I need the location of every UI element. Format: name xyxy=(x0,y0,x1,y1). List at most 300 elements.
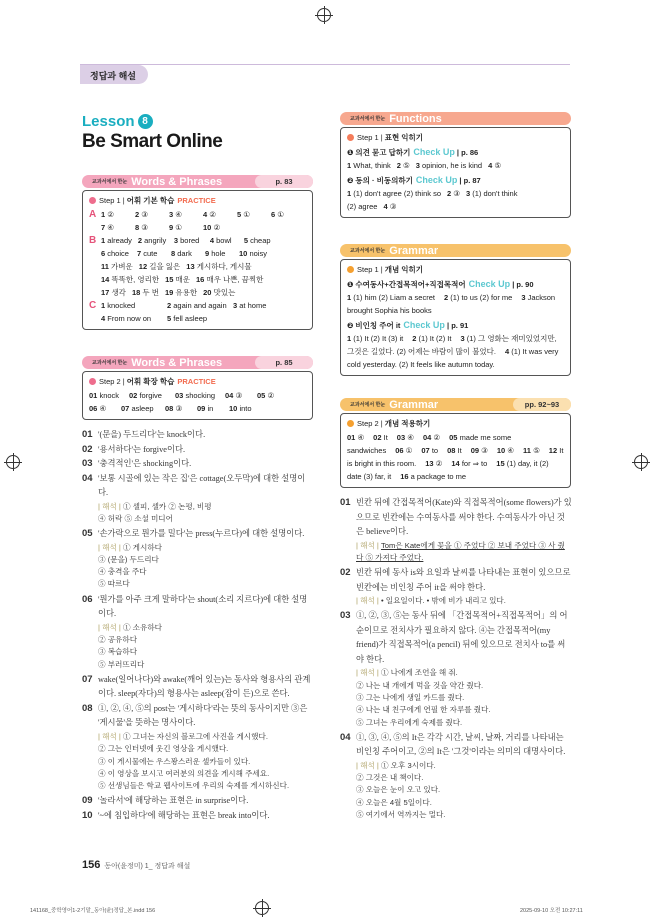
answer-number: 05 xyxy=(257,391,266,400)
answer-number: 08 xyxy=(447,446,456,455)
answer-item xyxy=(101,208,129,221)
answer-item xyxy=(167,312,227,325)
answer-value: (1) to us (2) for me xyxy=(450,293,513,302)
answer-value: 똑똑한, 영리한 xyxy=(111,275,160,284)
answer-item xyxy=(186,260,251,273)
explanation-row xyxy=(82,702,314,731)
answer-item xyxy=(347,159,391,172)
answer-value: knocked xyxy=(107,301,136,310)
answer-number: 17 xyxy=(101,288,110,297)
section-letter xyxy=(89,312,101,325)
right-explanations xyxy=(340,496,572,823)
answer-value: 두 번 xyxy=(142,288,159,297)
translation-text: ② 그는 인터넷에 웃긴 영상을 게시했다. xyxy=(98,744,229,754)
item-number: 10 xyxy=(82,809,93,821)
answer-value: ② xyxy=(435,459,443,468)
answer-item xyxy=(347,187,441,200)
step-number: Step 1 xyxy=(99,196,121,205)
practice-label: PRACTICE xyxy=(177,377,216,386)
explanation-item xyxy=(82,527,314,591)
answer-item xyxy=(203,286,235,299)
answer-item xyxy=(412,334,451,343)
answer-row xyxy=(89,286,306,299)
explanation-item xyxy=(82,428,314,443)
answer-item xyxy=(271,208,295,221)
translation-note xyxy=(82,513,314,525)
explanation-row xyxy=(340,609,572,667)
translation-text: ⑤ 따르다 xyxy=(98,579,130,589)
answer-value: ⑤ xyxy=(533,446,540,455)
answer-number: 13 xyxy=(425,459,434,468)
answer-number: 3 xyxy=(460,334,465,343)
answer-item xyxy=(203,221,231,234)
explanation-row xyxy=(82,457,314,472)
explanation-row xyxy=(340,496,572,540)
translation-note xyxy=(82,566,314,578)
subsection-name: ❷ 동의 · 비동의하기 xyxy=(347,176,413,185)
section-letter xyxy=(89,221,101,234)
answer-value: It xyxy=(383,433,388,442)
step-title: 표현 익히기 xyxy=(384,133,424,142)
answer-item xyxy=(138,234,168,247)
answer-number: 2 xyxy=(443,293,449,302)
explanation-text: '충격적인'은 shocking이다. xyxy=(98,459,192,468)
answer-value: ③ xyxy=(141,210,148,219)
translation-note xyxy=(340,760,572,772)
answer-value: ③ xyxy=(175,404,183,413)
answer-number: 03 xyxy=(175,391,184,400)
answer-item xyxy=(347,200,377,213)
answer-number: 11 xyxy=(523,446,531,455)
answer-value: ③ xyxy=(141,223,148,232)
header-title: Words & Phrases xyxy=(131,175,223,188)
answer-value: ① xyxy=(405,446,413,455)
answer-value: 유용한 xyxy=(175,288,198,297)
answer-number: 4 xyxy=(203,210,208,219)
answer-value: (1) don't agree (2) think so xyxy=(353,189,441,198)
item-number: 01 xyxy=(340,497,351,508)
translation-note xyxy=(82,659,314,671)
explanation-text: 빈칸 뒤에 동사 is와 요일과 날씨를 나타내는 표현이 있으므로 빈칸에는 비인칭 주어 it을 써야 한다. xyxy=(356,568,571,592)
answer-number: 3 xyxy=(169,210,174,219)
answers xyxy=(347,332,564,371)
translation-note xyxy=(340,772,572,784)
answer-number: 12 xyxy=(548,446,558,455)
explanation-row xyxy=(340,731,572,760)
translation-text: ④ 충격을 주다 xyxy=(98,567,147,577)
explanation-text: '용서하다'는 forgive이다. xyxy=(98,444,186,454)
answer-item xyxy=(171,247,199,260)
answer-item xyxy=(169,208,197,221)
answer-value: to xyxy=(431,446,439,455)
check-up-label: Check Up xyxy=(413,147,455,157)
explanation-item xyxy=(340,566,572,607)
section-letter: B xyxy=(89,235,97,246)
translation-label: | 해석 | xyxy=(356,668,379,678)
item-number: 02 xyxy=(82,443,93,455)
answer-value: 게시하다, 게시물 xyxy=(196,262,252,271)
answer-value: ② xyxy=(267,391,275,400)
answer-value: ③ xyxy=(481,446,488,455)
answer-number: 10 xyxy=(203,223,212,232)
answer-number: 02 xyxy=(373,433,382,442)
practice-label: PRACTICE xyxy=(177,196,216,205)
answer-item xyxy=(416,159,482,172)
answer-row xyxy=(89,402,306,415)
answer-item xyxy=(425,459,442,468)
explanation-item xyxy=(82,809,314,824)
answer-value: ④ xyxy=(507,446,515,455)
translation-note xyxy=(340,680,572,692)
page-ref: p. 86 xyxy=(461,148,479,157)
answer-number: 01 xyxy=(347,433,356,442)
answer-value: ④ xyxy=(99,404,107,413)
answer-item xyxy=(203,208,231,221)
answer-item xyxy=(101,221,129,234)
answer-value: ③ xyxy=(389,202,397,211)
answer-number: 09 xyxy=(470,446,480,455)
answer-item xyxy=(169,221,197,234)
answer-item xyxy=(205,247,233,260)
translation-text: ④ 오늘은 4월 5일이다. xyxy=(356,797,432,807)
translation-note xyxy=(82,756,314,768)
answer-item xyxy=(471,446,488,455)
translation-text: ② 공유하다 xyxy=(98,635,138,645)
answer-number: 2 xyxy=(167,301,172,310)
answer-number: 16 xyxy=(196,275,205,284)
section-letter xyxy=(89,273,101,286)
answer-number: 1 xyxy=(101,236,106,245)
subsection-title: ❶ 수여동사+간접목적어+직접목적어 Check Up | p. 90 xyxy=(347,279,534,289)
answer-row xyxy=(89,247,306,260)
answer-value: 가벼운 xyxy=(111,262,133,271)
explanation-item xyxy=(82,443,314,458)
item-number: 03 xyxy=(82,458,93,469)
grammar-header xyxy=(340,244,571,257)
answers xyxy=(347,159,564,172)
answer-row xyxy=(347,200,564,213)
explanation-text: '뭔가를 아주 크게 말하다'는 shout(소리 지르다)에 대한 설명이다. xyxy=(98,594,308,619)
answer-number: 7 xyxy=(101,223,106,232)
translation-text: ① 오후 3시이다. xyxy=(380,760,436,770)
header-mini-label: 교과서에서 한눈 xyxy=(350,248,386,254)
header-title: Words & Phrases xyxy=(131,356,223,369)
answer-value: forgive xyxy=(139,391,162,400)
answer-item xyxy=(175,389,219,402)
header-rule xyxy=(80,64,570,65)
section-letter xyxy=(89,260,101,273)
subsection-name: ❶ 의견 묻고 답하기 xyxy=(347,148,411,157)
item-number: 09 xyxy=(82,795,93,807)
translation-note xyxy=(82,578,314,590)
answer-item xyxy=(397,433,414,442)
step-title: 개념 적용하기 xyxy=(384,419,431,428)
answer-value: Jackson brought Sophia his books xyxy=(347,293,556,315)
answer-value: angrily xyxy=(144,236,167,245)
answer-item xyxy=(121,402,159,415)
answer-item xyxy=(165,273,190,286)
answer-value: ⑤ xyxy=(494,161,502,170)
subsection-title: ❶ 의견 묻고 답하기 Check Up | p. 86 xyxy=(347,147,479,157)
answer-value: 길을 잃은 xyxy=(149,262,181,271)
left-explanations xyxy=(82,428,314,823)
translation-text: ③ (문을) 두드리다 xyxy=(98,554,159,564)
answer-number: 3 xyxy=(173,236,179,245)
answer-number: 4 xyxy=(209,236,215,245)
subsection-name: ❶ 수여동사+간접목적어+직접목적어 xyxy=(347,280,466,289)
answer-row xyxy=(89,312,306,325)
answer-value: made me some sandwiches xyxy=(347,433,512,455)
answer-item xyxy=(395,446,412,455)
answer-number: 06 xyxy=(89,404,98,413)
answer-number: 5 xyxy=(243,236,249,245)
answer-number: 10 xyxy=(239,249,248,258)
answer-number: 12 xyxy=(138,262,148,271)
answer-number: 3 xyxy=(415,161,420,170)
translation-note xyxy=(340,704,572,716)
translation-note xyxy=(340,540,572,565)
answer-item xyxy=(89,402,115,415)
translation-label: | 해석 | xyxy=(98,542,121,552)
header-mini-label: 교과서에서 한눈 xyxy=(92,360,128,366)
page-ref: p. 91 xyxy=(451,321,469,330)
answer-item xyxy=(174,234,204,247)
answer-item xyxy=(447,187,460,200)
lesson-label-text: Lesson xyxy=(82,113,135,130)
answer-number: 8 xyxy=(171,249,176,258)
item-number: 01 xyxy=(82,429,93,440)
answer-value: ② xyxy=(107,210,114,219)
answer-row xyxy=(347,187,564,200)
answer-number: 04 xyxy=(225,391,234,400)
grammar-step2-box xyxy=(340,413,571,488)
answer-value: fell asleep xyxy=(173,314,208,323)
translation-text: ③ 이 게시물에는 우스꽝스러운 셀카들이 있다. xyxy=(98,756,251,766)
answer-item xyxy=(101,260,133,273)
answer-item xyxy=(488,159,501,172)
answer-number: 1 xyxy=(101,210,106,219)
answer-number: 20 xyxy=(203,288,212,297)
answer-item xyxy=(101,273,159,286)
answer-item xyxy=(233,299,273,312)
words-phrases-header xyxy=(82,175,313,188)
answer-number: 08 xyxy=(165,404,174,413)
answer-value: hole xyxy=(211,249,226,258)
step-number: Step 1 xyxy=(357,265,379,274)
answers-c xyxy=(89,299,306,325)
answer-number: 1 xyxy=(101,301,106,310)
answer-value: 맛있는 xyxy=(213,288,236,297)
answer-value: (1) It (2) It (3) it xyxy=(353,334,404,343)
answer-value: again and again xyxy=(173,301,227,310)
answer-value: ② xyxy=(433,433,441,442)
translation-note xyxy=(82,622,314,634)
explanation-item xyxy=(82,794,314,809)
answer-value: (1) It (2) It xyxy=(418,334,452,343)
answer-value: (1) him (2) Liam a secret xyxy=(353,293,435,302)
words-phrases-step1-box xyxy=(82,190,313,330)
answer-number: 18 xyxy=(131,288,141,297)
answer-value: ① xyxy=(175,223,182,232)
functions-box xyxy=(340,127,571,218)
explanation-row xyxy=(82,472,314,501)
answer-number: 6 xyxy=(101,249,106,258)
explanation-text: '~에 침입하다'에 해당하는 표현은 break into이다. xyxy=(98,810,270,820)
answer-value: bowl xyxy=(216,236,232,245)
answer-item xyxy=(444,293,512,302)
answer-number: 7 xyxy=(137,249,142,258)
explanation-text: 빈칸 뒤에 간접목적어(Kate)와 직접목적어(some flowers)가 있으므로 빈칸에는 수여동사를 써야 한다. 수여동사가 아닌 것은 believe이다. xyxy=(356,498,572,536)
registration-mark-icon xyxy=(317,8,331,22)
translation-note xyxy=(82,731,314,743)
explanation-row xyxy=(82,593,314,622)
answer-number: 14 xyxy=(101,275,110,284)
answer-number: 15 xyxy=(496,459,505,468)
explanation-item xyxy=(340,496,572,564)
bullet-icon xyxy=(89,378,96,385)
explanation-text: '(문을) 두드리다'는 knock이다. xyxy=(98,430,206,439)
answer-number: 4 xyxy=(383,202,388,211)
answer-number: 11 xyxy=(101,262,109,271)
answer-item xyxy=(135,208,163,221)
functions-header xyxy=(340,112,571,125)
step-title: 어휘 확장 학습 xyxy=(126,377,175,386)
answer-item xyxy=(400,472,466,481)
left-column xyxy=(82,175,313,823)
explanation-text: ①, ②, ③, ⑤는 동사 뒤에 「간접목적어+직접목적어」의 어순이므로 전치사가 필요하지 않다. ④는 간접목적어(my friend)가 직접목적어(a pencil) 뒤에 있으므로 전치사 to를 써야 한다. xyxy=(356,611,568,664)
explanation-row xyxy=(82,443,314,458)
answers-b xyxy=(89,234,306,299)
answers xyxy=(347,291,564,317)
answer-value: From now on xyxy=(107,314,152,323)
answer-item xyxy=(137,247,165,260)
header-mini-label: 교과서에서 한눈 xyxy=(350,402,386,408)
answer-number: 05 xyxy=(449,433,458,442)
answer-number: 8 xyxy=(135,223,140,232)
answer-item xyxy=(497,446,514,455)
answer-number: 2 xyxy=(447,189,452,198)
translation-label: | 해석 | xyxy=(98,622,121,632)
file-slug: 141168_중학영어1-2기말_동아(윤)정답_본.indd 156 xyxy=(30,908,156,914)
answer-row xyxy=(89,208,306,221)
translation-note xyxy=(340,717,572,729)
explanation-item xyxy=(82,593,314,671)
answer-item xyxy=(101,286,126,299)
subsection-title: ❷ 동의 · 비동의하기 Check Up | p. 87 xyxy=(347,175,481,185)
answer-value: ④ xyxy=(407,433,414,442)
explanation-row xyxy=(340,566,572,595)
answer-number: 5 xyxy=(237,210,242,219)
translation-note xyxy=(82,634,314,646)
answer-number: 07 xyxy=(421,446,430,455)
answers-step2 xyxy=(89,389,306,415)
answer-item xyxy=(132,286,159,299)
explanation-item xyxy=(82,457,314,472)
page-ref: p. 87 xyxy=(463,176,481,185)
answer-item xyxy=(347,293,435,302)
right-column xyxy=(340,112,571,823)
answer-value: ④ xyxy=(357,433,365,442)
explanation-row xyxy=(82,527,314,542)
words-phrases-header-2 xyxy=(82,356,313,369)
answer-row xyxy=(89,273,306,286)
explanation-text: ①, ②, ④, ⑤의 post는 '게시하다'라는 뜻의 동사이지만 ③은 '게시물'을 뜻하는 명사이다. xyxy=(98,703,308,728)
subsection-title: ❷ 비인칭 주어 it Check Up | p. 91 xyxy=(347,320,469,330)
answer-value: knock xyxy=(99,391,120,400)
registration-mark-icon xyxy=(6,455,20,469)
item-number: 07 xyxy=(82,673,93,685)
section-letter: C xyxy=(89,300,97,311)
answer-item xyxy=(101,312,161,325)
answer-number: 2 xyxy=(135,210,140,219)
translation-text: ④ 이 영상을 보시고 여러분의 의견을 게시해 주세요. xyxy=(98,768,270,778)
answer-value: What, think xyxy=(353,161,391,170)
answer-value: dark xyxy=(177,249,192,258)
answer-row xyxy=(89,234,306,247)
translation-note xyxy=(340,667,572,679)
item-number: 02 xyxy=(340,567,351,579)
answer-value: shocking xyxy=(185,391,216,400)
translation-text: ⑤ 부러뜨리다 xyxy=(98,659,145,669)
answer-item xyxy=(135,221,163,234)
bullet-icon xyxy=(347,266,354,273)
item-number: 06 xyxy=(82,593,93,605)
answer-value: (1) day, it (2) date (3) far, it xyxy=(347,459,549,481)
check-up-label: Check Up xyxy=(403,320,445,330)
translation-note xyxy=(340,595,572,607)
answers-a xyxy=(89,208,306,234)
answer-number: 13 xyxy=(186,262,195,271)
answer-value: ① xyxy=(277,210,284,219)
step-title: 개념 익히기 xyxy=(384,265,424,274)
lesson-label xyxy=(82,113,153,130)
translation-text: • 일요일이다. • 밖에 비가 내리고 있다. xyxy=(380,596,506,606)
answer-paragraph xyxy=(347,291,564,317)
item-number: 04 xyxy=(82,472,93,484)
section-letter xyxy=(89,286,101,299)
bullet-icon xyxy=(89,197,96,204)
explanation-text: ①, ③, ④, ⑤의 It은 각각 시간, 날씨, 날짜, 거리를 나타내는 비인칭 주어이고, ②의 It은 '그것'이라는 의미의 대명사이다. xyxy=(356,732,566,757)
answer-value: into xyxy=(239,404,252,413)
header-title: Functions xyxy=(389,112,442,125)
translation-text: ① 그녀는 자신의 블로그에 사진을 게시했다. xyxy=(122,731,268,741)
answer-row xyxy=(89,299,306,312)
page-number: 156 xyxy=(82,859,101,871)
bullet-icon xyxy=(347,420,354,427)
answer-value: 매운 xyxy=(175,275,191,284)
answer-number: 4 xyxy=(488,161,493,170)
answer-value: opinion, he is kind xyxy=(422,161,483,170)
answer-value: at home xyxy=(239,301,267,310)
answer-value: ③ xyxy=(235,391,243,400)
step-number: Step 2 xyxy=(99,377,121,386)
answer-number: 1 xyxy=(347,161,352,170)
registration-mark-icon xyxy=(634,455,648,469)
answer-value: a package to me xyxy=(410,472,467,481)
explanation-item xyxy=(82,472,314,526)
translation-note xyxy=(82,554,314,566)
translation-note xyxy=(82,501,314,513)
grammar-header-2 xyxy=(340,398,571,411)
item-number: 04 xyxy=(340,731,351,743)
answer-number: 3 xyxy=(233,301,238,310)
answer-number: 2 xyxy=(396,161,401,170)
answer-paragraph xyxy=(347,332,564,371)
answer-number: 1 xyxy=(347,293,352,302)
answer-number: 07 xyxy=(121,404,130,413)
explanation-item xyxy=(82,702,314,792)
explanation-row xyxy=(82,673,314,702)
